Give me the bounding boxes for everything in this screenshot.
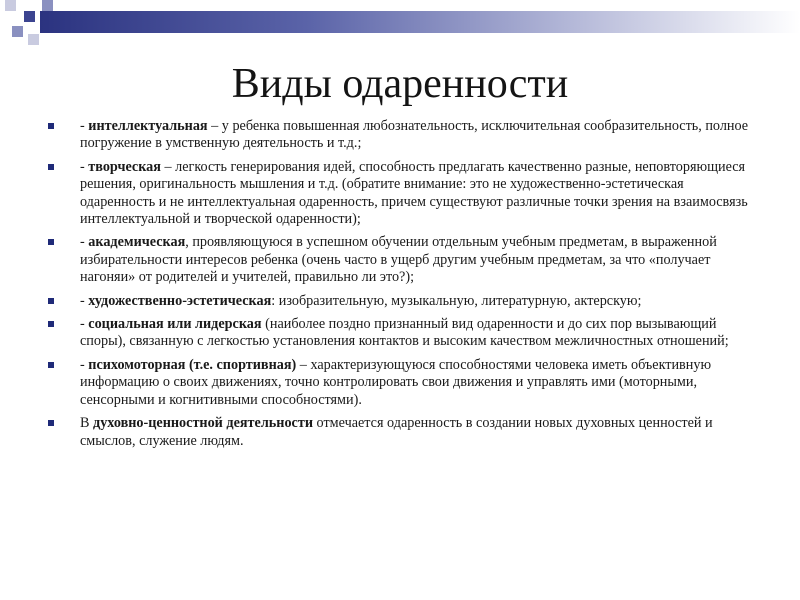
header-gradient-bar	[40, 11, 800, 33]
list-item: - художественно-эстетическая: изобразительную, музыкальную, литературную, актерскую;	[46, 293, 756, 310]
item-term: академическая	[88, 234, 186, 251]
list-item: - академическая, проявляющуюся в успешном обучении отдельным учебным предметам, в выраженной избирательности интересов ребенка (очень часто в ущерб другим учебным предметам, за что «получает нагоняи» от родителей и учителей, правильно ли это?);	[46, 234, 756, 286]
decor-square	[28, 34, 39, 45]
slide-title: Виды одаренности	[231, 61, 569, 107]
item-description: отмечается одаренность в создании новых духовных ценностей и смыслов, служение людям.	[80, 415, 713, 449]
list-item: - психомоторная (т.е. спортивная) – характеризующуюся способностями человека иметь объективную информацию о своих движениях, точно контролировать свои движения и управлять ими (моторными, сенсорными и когнитивными способностями).	[46, 357, 756, 409]
item-term: социальная или лидерская	[88, 316, 262, 333]
giftedness-types-list	[46, 118, 756, 456]
decor-square	[5, 0, 16, 11]
decor-square	[12, 26, 23, 37]
bullet-icon	[48, 239, 54, 245]
decor-square	[24, 11, 35, 22]
bullet-icon	[48, 164, 54, 170]
item-description: – характеризующуюся способностями человека иметь объективную информацию о своих движениях, точно контролировать свои движения и управлять ими (моторными, сенсорными и когнитивными способностями).	[80, 356, 712, 408]
item-description: – у ребенка повышенная любознательность, исключительная сообразительность, полное погружение в умственную деятельность и т.д.;	[80, 118, 749, 152]
list-item: - социальная или лидерская (наиболее поздно признанный вид одаренности и до сих пор вызывающий споры), связанную с легкостью установления контактов и высоким качеством межличностных отношений;	[46, 316, 756, 351]
header-decoration	[0, 0, 800, 48]
list-item: - интеллектуальная – у ребенка повышенная любознательность, исключительная сообразительность, полное погружение в умственную деятельность и т.д.;	[46, 118, 756, 153]
bullet-icon	[48, 123, 54, 129]
item-description: (наиболее поздно признанный вид одаренности и до сих пор вызывающий споры), связанную с легкостью установления контактов и высоким качеством межличностных отношений;	[80, 316, 729, 350]
item-term: творческая	[88, 158, 161, 175]
bullet-icon	[48, 362, 54, 368]
item-term: психомоторная (т.е. спортивная)	[88, 356, 297, 373]
item-description: , проявляющуюся в успешном обучении отдельным учебным предметам, в выраженной избирательности интересов ребенка (очень часто в ущерб другим учебным предметам, за что «получает нагоняи» от родителей и учителей, правильно ли это?);	[80, 234, 717, 286]
item-description: : изобразительную, музыкальную, литературную, актерскую;	[271, 292, 642, 309]
item-term: интеллектуальная	[88, 118, 208, 134]
bullet-icon	[48, 420, 54, 426]
bullet-icon	[48, 298, 54, 304]
decor-square	[42, 0, 53, 11]
list-item: - творческая – легкость генерирования идей, способность предлагать качественно разные, неповторяющиеся решения, оригинальность мышления и т.д. (обратите внимание: это не художественно-эстетическая одаренность и не интеллектуальная одаренность, причем существуют различные точки зрения на взаимосвязь интеллектуальной и творческой одаренности);	[46, 159, 756, 229]
bullet-icon	[48, 321, 54, 327]
item-term: художественно-эстетическая	[88, 292, 272, 309]
item-description: – легкость генерирования идей, способность предлагать качественно разные, неповторяющиеся решения, оригинальность мышления и т.д. (обратите внимание: это не художественно-эстетическая одаренность и не интеллектуальная одаренность, причем существуют различные точки зрения на взаимосвязь интеллектуальной и творческой одаренности);	[80, 158, 748, 228]
item-term: духовно-ценностной деятельности	[93, 415, 313, 432]
list-item: В духовно-ценностной деятельности отмечается одаренность в создании новых духовных ценностей и смыслов, служение людям.	[46, 415, 756, 450]
